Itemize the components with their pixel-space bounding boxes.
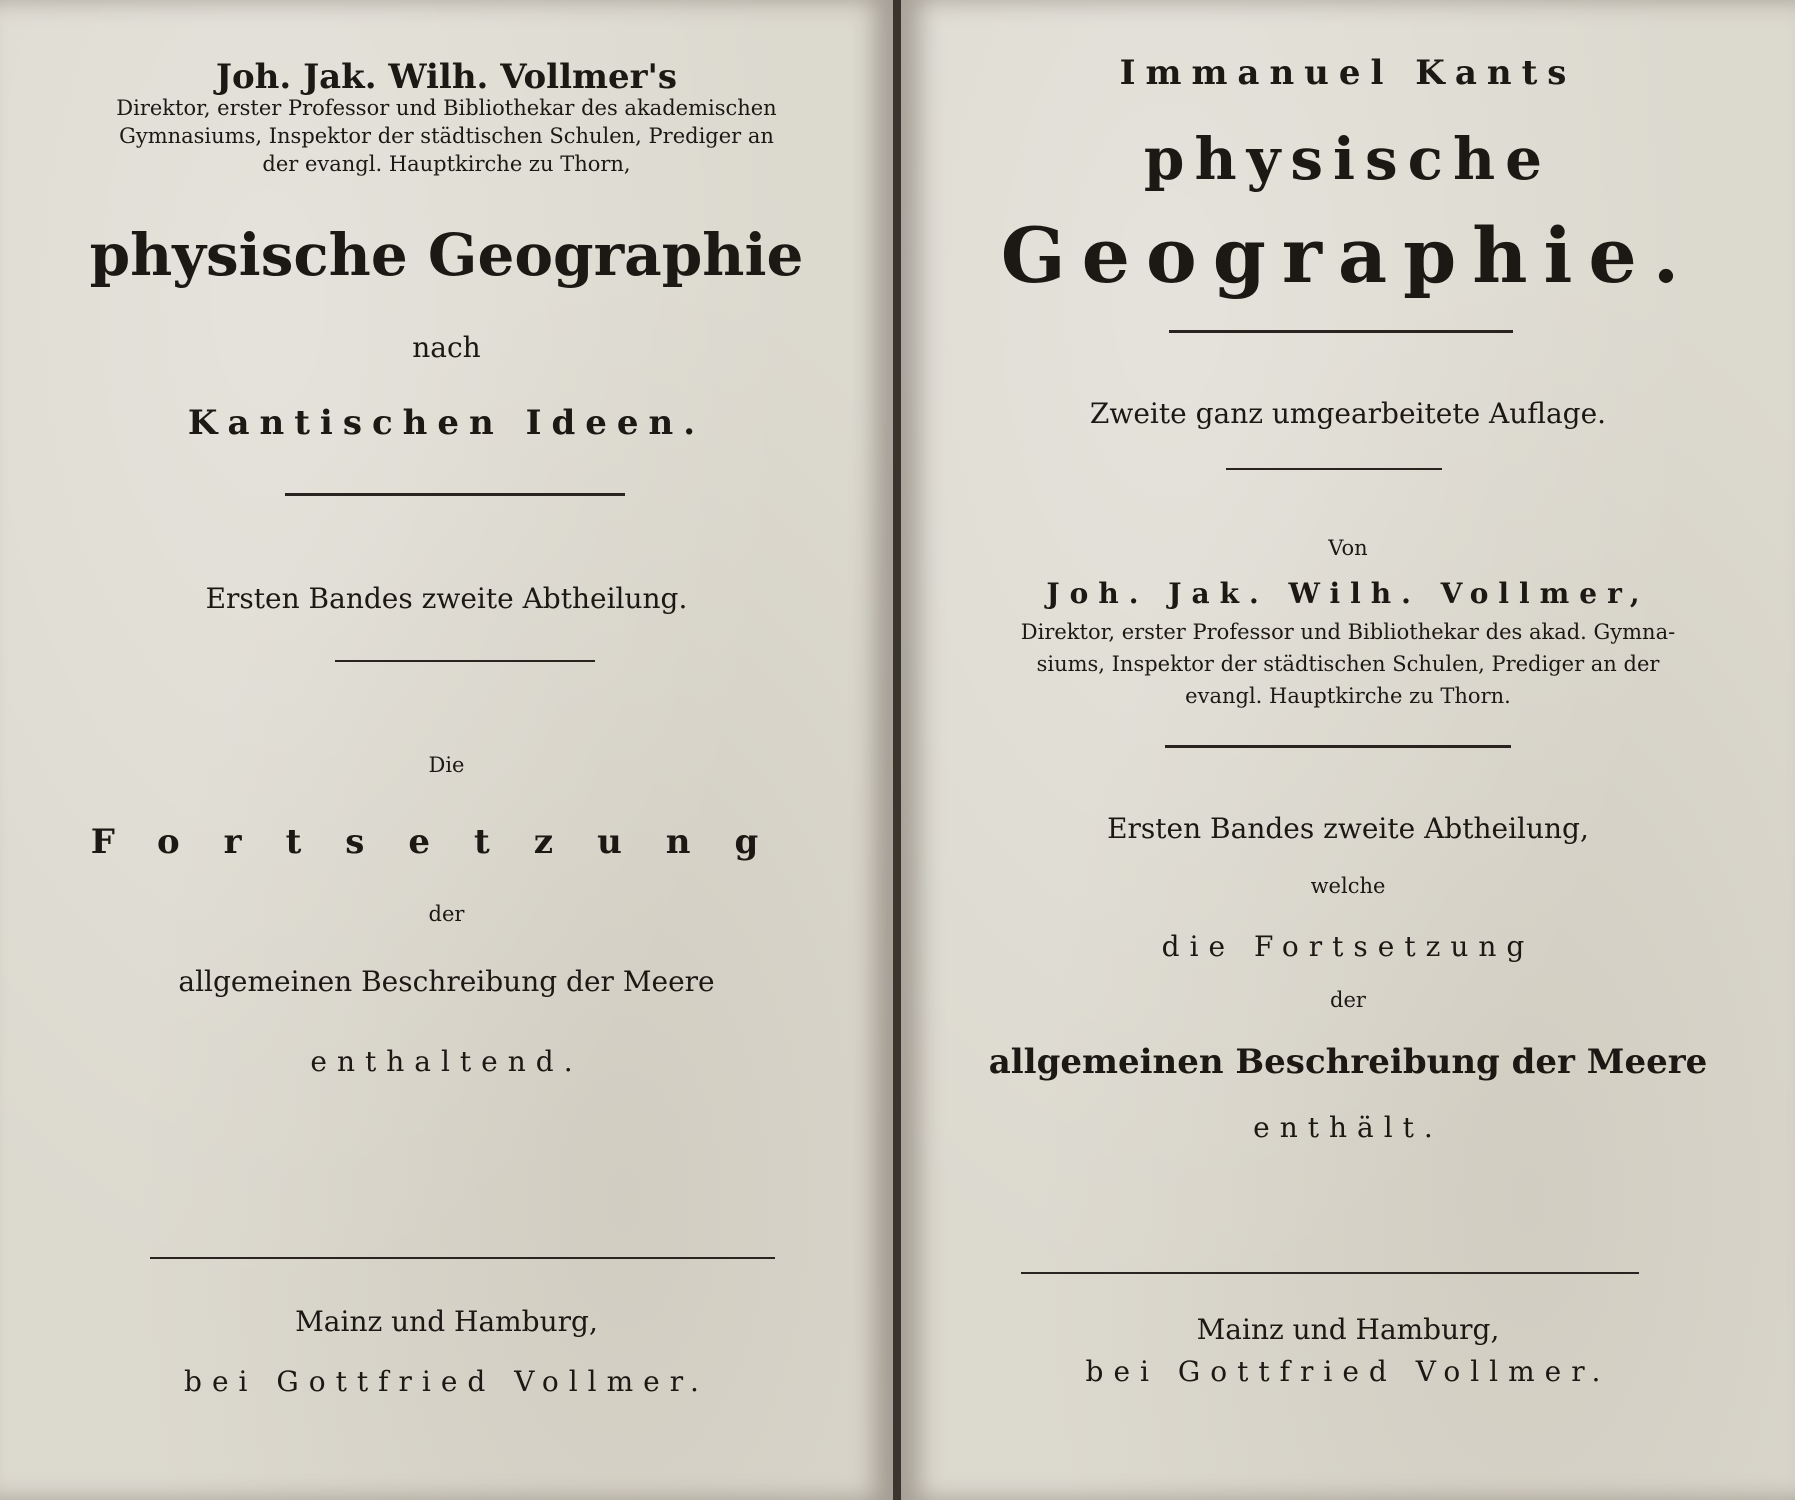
left-page <box>0 0 893 1500</box>
right-affiliation-line-1: Direktor, erster Professor und Bibliothekar des akad. Gymna- <box>1020 620 1676 644</box>
left-rule-1 <box>285 493 625 496</box>
left-fortsetzung: Fortsetzung <box>90 822 803 862</box>
right-rule-4 <box>1021 1272 1639 1274</box>
left-nach: nach <box>412 331 481 364</box>
right-rule-1 <box>1169 330 1513 333</box>
right-der: der <box>1330 988 1366 1012</box>
left-der: der <box>428 902 465 926</box>
right-publisher: bei Gottfried Vollmer. <box>1085 1355 1611 1388</box>
left-rule-3 <box>150 1257 775 1259</box>
right-affiliation-line-2: siums, Inspektor der städtischen Schulen, Prediger an der <box>1036 652 1660 676</box>
right-edition: Zweite ganz umgearbeitete Auflage. <box>1089 397 1607 430</box>
right-header: Immanuel Kants <box>1119 53 1577 93</box>
left-title: physische Geographie <box>89 221 804 289</box>
left-rule-2 <box>335 660 595 662</box>
right-volume: Ersten Bandes zweite Abtheilung, <box>1107 812 1589 845</box>
right-page <box>901 0 1795 1500</box>
right-place: Mainz und Hamburg, <box>1196 1313 1500 1346</box>
right-welche: welche <box>1310 874 1386 898</box>
right-rule-2 <box>1226 468 1442 470</box>
right-author: Joh. Jak. Wilh. Vollmer, <box>1046 577 1650 610</box>
right-title: Geographie. <box>1000 211 1696 300</box>
left-affiliation-line-1: Direktor, erster Professor und Bibliothekar des akademischen <box>116 96 777 120</box>
left-description: allgemeinen Beschreibung der Meere <box>178 965 715 998</box>
left-affiliation-line-2: Gymnasiums, Inspektor der städtischen Schulen, Prediger an <box>119 124 774 148</box>
right-subtitle: physische <box>1143 125 1553 193</box>
left-place: Mainz und Hamburg, <box>295 1305 598 1338</box>
right-rule-3 <box>1165 745 1511 748</box>
left-publisher: bei Gottfried Vollmer. <box>184 1365 709 1398</box>
right-fortsetzung: die Fortsetzung <box>1161 930 1535 963</box>
left-enthaltend: enthaltend. <box>310 1045 583 1078</box>
right-affiliation-line-3: evangl. Hauptkirche zu Thorn. <box>1185 684 1511 708</box>
left-die: Die <box>428 753 465 777</box>
right-description: allgemeinen Beschreibung der Meere <box>988 1042 1708 1082</box>
left-author-line: Joh. Jak. Wilh. Vollmer's <box>215 57 678 97</box>
left-volume: Ersten Bandes zweite Abtheilung. <box>205 582 688 615</box>
right-von: Von <box>1328 536 1368 560</box>
right-enthaelt: enthält. <box>1253 1111 1443 1144</box>
book-gutter <box>893 0 901 1500</box>
left-ideas: Kantischen Ideen. <box>187 403 706 443</box>
left-affiliation-line-3: der evangl. Hauptkirche zu Thorn, <box>262 152 631 176</box>
